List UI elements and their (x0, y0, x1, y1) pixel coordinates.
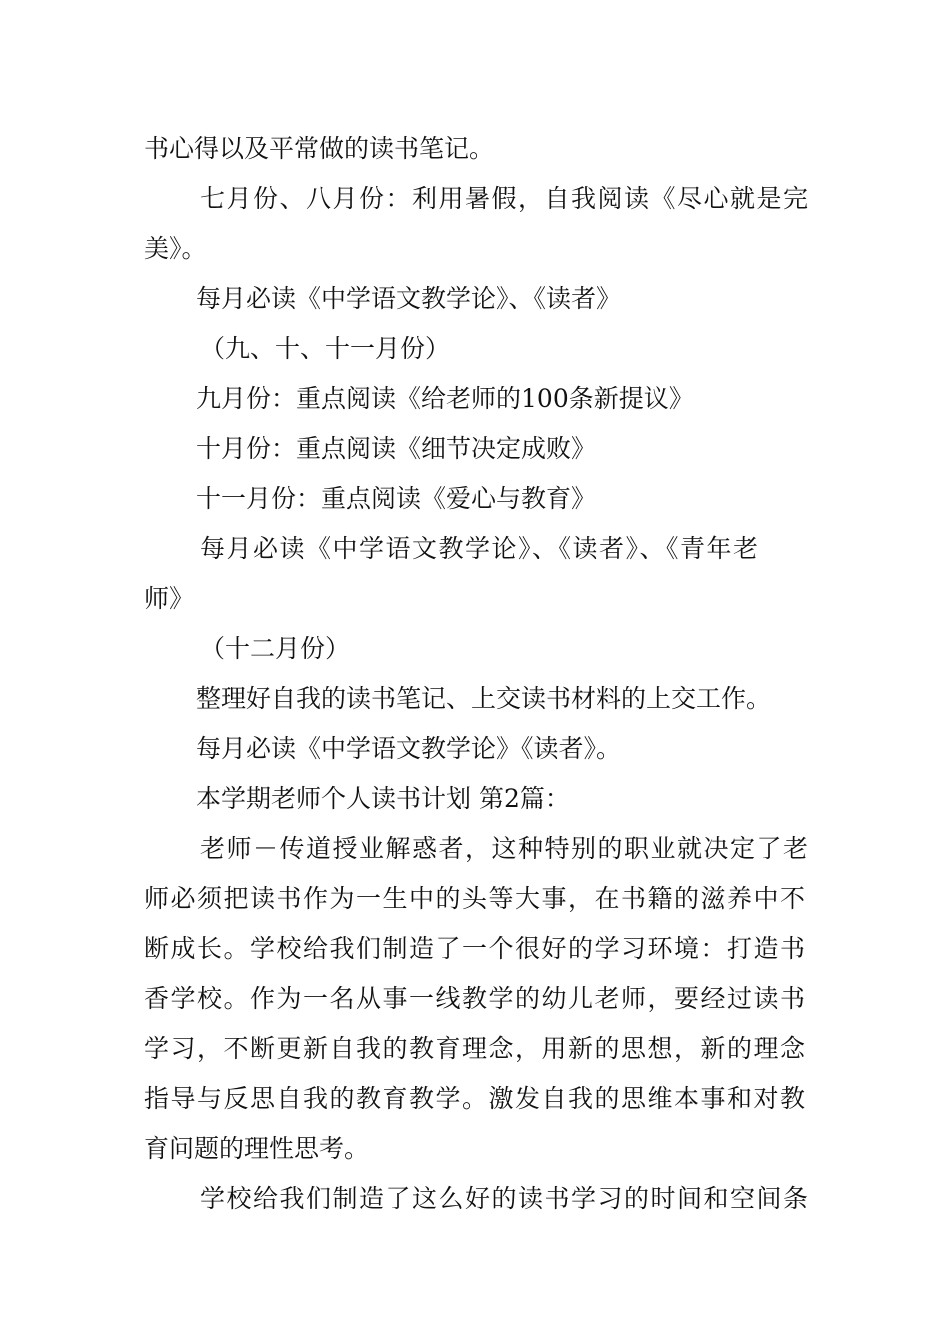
text-line: 老师－传道授业解惑者，这种特别的职业就决定了老 (200, 834, 810, 863)
text-line: 师必须把读书作为一生中的头等大事，在书籍的滋养中不 (144, 884, 807, 913)
text-line: 九月份：重点阅读《给老师的100条新提议》 (196, 384, 694, 413)
text-line: 学习，不断更新自我的教育理念，用新的思想，新的理念 (144, 1034, 807, 1063)
text-line: 七月份、八月份：利用暑假，自我阅读《尽心就是完 (200, 184, 810, 213)
text-line: 每月必读《中学语文教学论》、《读者》 (196, 284, 622, 313)
text-line: 每月必读《中学语文教学论》、《读者》、《青年老 (200, 534, 760, 563)
text-line: 香学校。作为一名从事一线教学的幼儿老师，要经过读书 (144, 984, 807, 1013)
text-line: 美》。 (144, 234, 207, 263)
text-line: （十二月份） (200, 634, 351, 663)
text-line: 指导与反思自我的教育教学。激发自我的思维本事和对教 (144, 1084, 807, 1113)
section-heading: 本学期老师个人读书计划 第2篇： (196, 784, 570, 813)
text-line: 十月份：重点阅读《细节决定成败》 (196, 434, 597, 463)
text-line: （九、十、十一月份） (200, 334, 451, 363)
text-line: 书心得以及平常做的读书笔记。 (144, 134, 495, 163)
text-line: 每月必读《中学语文教学论》《读者》。 (196, 734, 622, 763)
text-line: 整理好自我的读书笔记、上交读书材料的上交工作。 (196, 684, 772, 713)
text-line: 学校给我们制造了这么好的读书学习的时间和空间条 (200, 1184, 810, 1213)
text-line: 十一月份：重点阅读《爱心与教育》 (196, 484, 597, 513)
text-line: 断成长。学校给我们制造了一个很好的学习环境：打造书 (144, 934, 807, 963)
text-line: 师》 (144, 584, 195, 613)
text-line: 育问题的理性思考。 (144, 1134, 370, 1163)
